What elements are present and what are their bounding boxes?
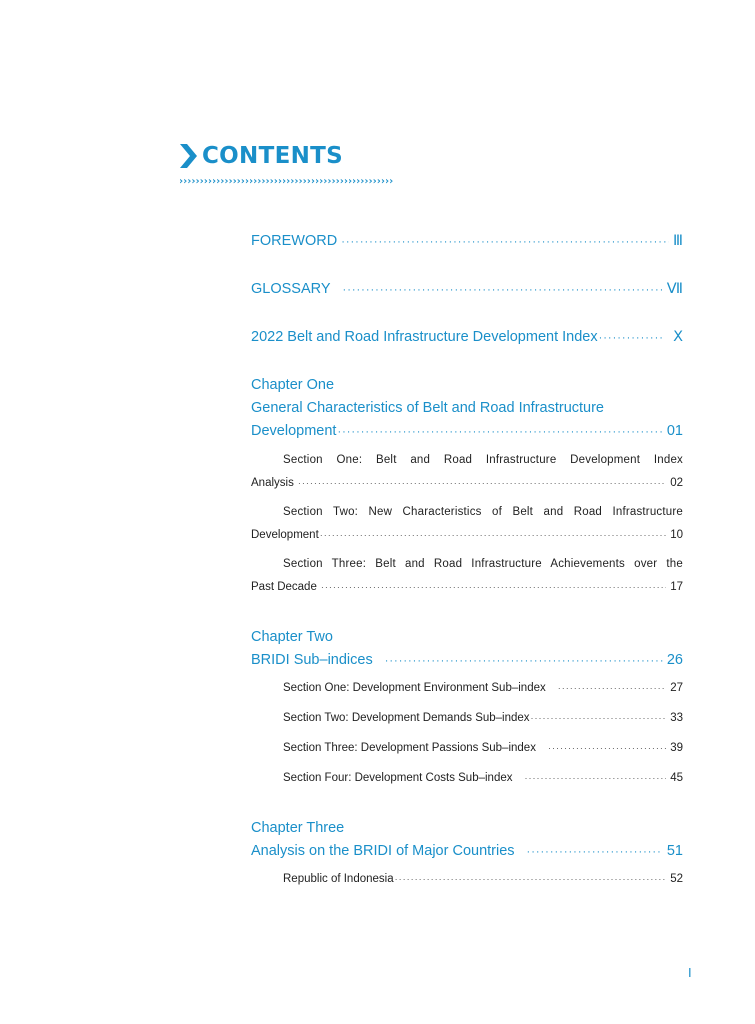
toc-entry-label: Analysis (251, 477, 294, 489)
dot-leader (337, 426, 662, 438)
dot-leader (341, 236, 669, 248)
dot-leader (321, 582, 666, 592)
chapter-two-heading: Chapter Two (251, 629, 333, 645)
toc-entry-chapter-one[interactable] (251, 423, 683, 439)
toc-entry-label: Section Three: Development Passions Sub–index (283, 742, 536, 754)
toc-entry-chapter-two[interactable] (251, 652, 683, 668)
toc-section-entry[interactable] (283, 742, 683, 754)
toc-section-entry[interactable] (251, 581, 683, 593)
toc-section-title[interactable]: Section Two: New Characteristics of Belt and Road Infrastructure (283, 506, 683, 518)
toc-entry-glossary[interactable] (251, 281, 683, 297)
toc-entry-index[interactable] (251, 329, 683, 345)
page-title: CONTENTS (202, 143, 343, 169)
page-number: I (688, 965, 692, 980)
title-divider: ›››››››››››››››››››››››››››››››››››››››››››››››››››› (178, 176, 393, 187)
toc-entry-label: 2022 Belt and Road Infrastructure Development Index (251, 329, 598, 345)
toc-entry-label: Past Decade (251, 581, 317, 593)
toc-page-number: 33 (670, 712, 683, 724)
toc-entry-label: Section Two: Development Demands Sub–index (283, 712, 530, 724)
toc-page-number: 10 (670, 529, 683, 541)
toc-section-entry[interactable] (283, 682, 683, 694)
toc-section-entry[interactable] (251, 477, 683, 489)
dot-leader (343, 284, 663, 296)
toc-entry-label: Republic of Indonesia (283, 873, 394, 885)
toc-section-entry[interactable] (283, 873, 683, 885)
dot-leader (548, 743, 666, 753)
toc-section-entry[interactable] (283, 772, 683, 784)
toc-entry-label: Section One: Development Environment Sub–index (283, 682, 546, 694)
dot-leader (531, 713, 667, 723)
toc-entry-label: FOREWORD (251, 233, 338, 249)
chapter-one-title[interactable]: General Characteristics of Belt and Road Infrastructure (251, 400, 604, 416)
toc-entry-chapter-three[interactable] (251, 843, 683, 859)
dot-leader (524, 773, 666, 783)
toc-page-number: Ⅲ (673, 233, 683, 249)
chapter-one-heading: Chapter One (251, 377, 335, 393)
toc-entry-label: BRIDI Sub–indices (251, 652, 373, 668)
toc-page-number: 45 (670, 772, 683, 784)
toc-section-entry[interactable] (251, 529, 683, 541)
toc-entry-label: Development (251, 423, 337, 439)
toc-page-number: 51 (666, 843, 683, 859)
dot-leader (298, 478, 666, 488)
toc-section-title[interactable]: Section One: Belt and Road Infrastructure Development Index (283, 454, 683, 466)
chapter-three-heading: Chapter Three (251, 820, 345, 836)
toc-page-number: 52 (670, 873, 683, 885)
toc-section-entry[interactable] (283, 712, 683, 724)
contents-header (178, 143, 343, 169)
dot-leader (527, 846, 663, 858)
toc-entry-label: GLOSSARY (251, 281, 331, 297)
dot-leader (320, 530, 666, 540)
dot-leader (395, 874, 667, 884)
toc-page-number: 26 (666, 652, 683, 668)
toc-page-number: Ⅹ (673, 329, 683, 345)
toc-section-title[interactable]: Section Three: Belt and Road Infrastructure Achievements over the (283, 558, 683, 570)
toc-page-number: 02 (670, 477, 683, 489)
toc-page-number: 27 (670, 682, 683, 694)
toc-page-number: 17 (670, 581, 683, 593)
toc-entry-label: Section Four: Development Costs Sub–index (283, 772, 513, 784)
dot-leader (558, 683, 666, 693)
toc-page-number: 39 (670, 742, 683, 754)
chevron-right-icon (178, 143, 198, 169)
dot-leader (385, 655, 663, 667)
toc-entry-foreword[interactable] (251, 233, 683, 249)
dot-leader (599, 332, 663, 344)
toc-page-number: 01 (666, 423, 683, 439)
toc-entry-label: Development (251, 529, 319, 541)
toc-page-number: Ⅶ (666, 281, 683, 297)
toc-entry-label: Analysis on the BRIDI of Major Countries (251, 843, 515, 859)
